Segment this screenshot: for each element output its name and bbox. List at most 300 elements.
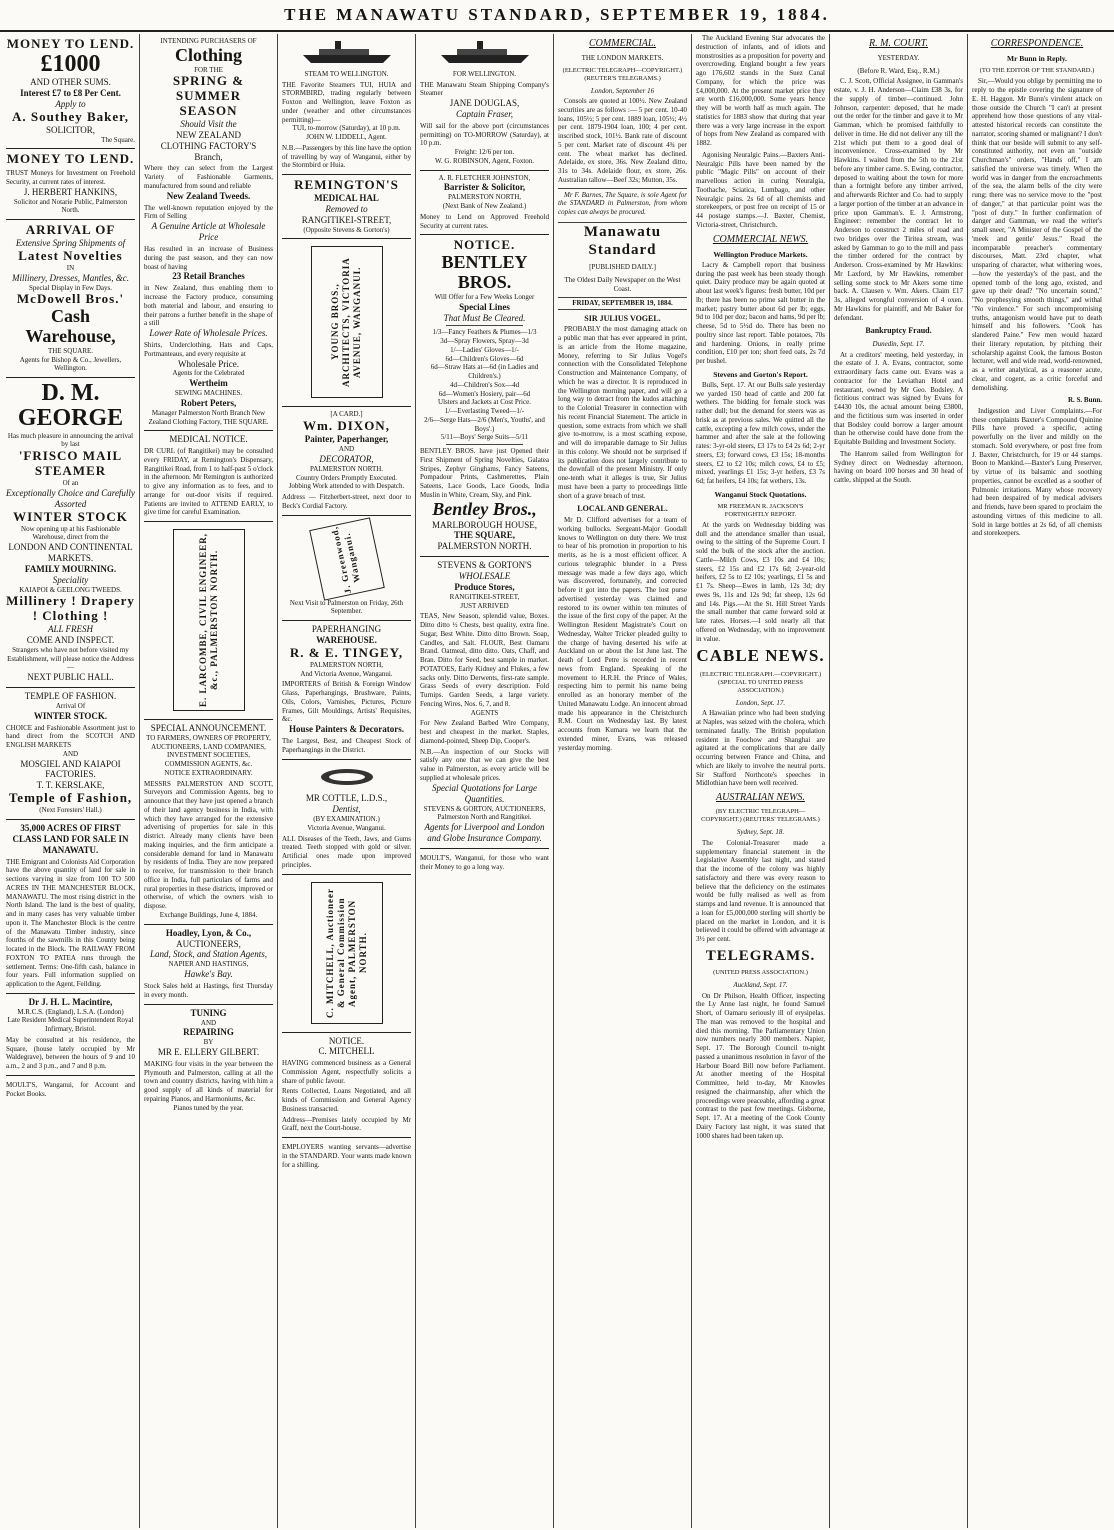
letter-address: (TO THE EDITOR OF THE STANDARD.) xyxy=(979,67,1095,75)
ad-body: DR CURL (of Rangitikei) may be consulted every FRIDAY, at Remington's Dispensary, Rangitikei Road, from 1 to half-past 5 o'clock in the afternoon. Mr Remington is authorized to give any information as to fees, and to arrange for out-door visits if required. Patients are invited to ATTEND EARLY, to give time for careful Examination. xyxy=(144,447,273,517)
telegram-note: (UNITED PRESS ASSOCIATION.) xyxy=(713,969,808,977)
ad-heading: SPECIAL ANNOUNCEMENT. xyxy=(150,723,267,734)
ad-signature: Bentley Bros., xyxy=(432,498,537,519)
steamship-icon xyxy=(299,39,395,65)
ad-line: Millinery, Dresses, Mantles, &c. xyxy=(12,272,129,283)
ad-subline: AND OTHER SUMS. xyxy=(30,77,111,88)
ad-line: TO FARMERS, OWNERS OF PROPERTY, AUCTIONEERS, LAND COMPANIES, INVESTMENT SOCIETIES, COMMISSION AGENTS, &c. xyxy=(146,733,271,769)
ad-line: FOR THE xyxy=(194,65,223,74)
ad-medical-notice xyxy=(144,431,273,522)
ad-mitchell-notice xyxy=(282,1033,411,1139)
ad-line: THE SQUARE, xyxy=(453,530,515,541)
ad-advertiser-role: SOLICITOR, xyxy=(45,124,96,135)
ad-line: AND xyxy=(338,445,355,454)
story-body: Bulls, Sept. 17. At our Bulls sale yesterday we yarded 150 head of cattle and 200 fat wethers. The bidding for female stock was rather dull; but the demand for steers was as brisk as at previous sales. We quitted all the cattle, excepting a few milch cows, under the hammer and after the sale at the following rates: 3-yr-old steers, £3 17s to £4 2s 6d; 2-yr steers, £3; forward cows, £3 15s; 18-months steers, £2 to £2 10s; milch cows, £4 to £5; mixed, yearlings £1 15s; 3-yr heifers, £3 7s 6d; fat heifers, £4 10s; fat wethers, 13s. xyxy=(696,380,825,486)
ad-line: Strangers who have not before visited my Establishment, will please notice the Address— xyxy=(7,645,134,672)
ad-bentley-bros xyxy=(420,235,549,557)
ad-line: IN xyxy=(66,263,75,272)
ad-line: M.R.C.S. (England), L.S.A. (London) xyxy=(17,1007,124,1016)
ad-line: MOSGIEL AND KAIAPOI FACTORIES. xyxy=(20,758,121,780)
price-item: 2/6—Serge Hats—2/6 (Men's, Youths', and Boys'.) xyxy=(424,415,545,433)
ad-line: Lower Rate of Wholesale Prices. xyxy=(149,328,268,339)
ad-line: Millinery ! Drapery ! Clothing ! xyxy=(6,593,135,624)
ad-body: Where they can select from the Largest Variety of Fashionable Garments, manufactured from sound and reliable xyxy=(144,164,273,190)
ad-body: MESSRS PALMERSTON AND SCOTT, Surveyors and Commission Agents, beg to announce that they have just opened a branch of their land agency business in India, with which they have arranged for the extensive advertising of properties for sale in this district. Already many clients have been making inquiries, and the firm anticipate a considerable demand for land in Manawatu by residents of India. They are now prepared to receive, for transmission to their branch office in India, full particulars of farms and rural properties in these districts, improved or otherwise, of which the owners wish to dispose. xyxy=(144,779,273,911)
ad-body: ALL Diseases of the Teeth, Jaws, and Gums treated. Teeth stopped with gold or silver. Artificial ones made upon improved principles. xyxy=(282,834,411,869)
ad-line: CLOTHING FACTORY'S xyxy=(160,140,257,151)
price-item: 6d—Straw Hats at—6d (in Ladies and Children's.) xyxy=(430,363,539,381)
ad-body: in New Zealand, thus enabling them to increase the Factory produce, consuming both material and labour, and ensuring to their patrons a further benefit in the shape of a still xyxy=(144,284,273,328)
ad-piano-tuning xyxy=(144,1005,273,1117)
ad-line: Now opening up at his Fashionable Warehouse, direct from the xyxy=(21,524,120,542)
ad-body: TEAS, New Season, splendid value, Boxes. Ditto ditto ½ Chests, best quality, extra fine. Sugar, Best White. Ditto ditto Brown. Soap, Candles, and Salt. FLOUR, Best Oamaru Brand. Oatmeal, ditto ditto. Oats, Chaff, and Bran. Ditto for Seed, best sample in market. POTATOES, Early Kidney and Flukes, a few sacks only. Ditto Derwents, first-rate sample. Grass Seeds of every description. Fold Turnips. Garden Seeds, a large variety. Fencing Wires, Nos. 6, 7, and 8. xyxy=(420,612,549,708)
ad-line: WAREHOUSE. xyxy=(316,634,377,645)
ad-nz-clothing-factory xyxy=(144,34,273,431)
ad-advertiser-name: Hoadley, Lyon, & Co., xyxy=(165,927,252,938)
ad-line: Special Quotations for Large Quantities. xyxy=(432,782,537,804)
ad-line: TUI, to-morrow (Saturday), at 10 p.m. xyxy=(292,124,401,133)
ad-for-wellington xyxy=(420,34,549,171)
ad-line: PALMERSTON NORTH, xyxy=(309,660,384,669)
column-8 xyxy=(968,34,1106,1528)
ad-heading: STEAM TO WELLINGTON. xyxy=(304,69,389,78)
story-julius-vogel xyxy=(558,325,687,500)
ad-line: Ulsters and Jackets at Cost Price. xyxy=(438,398,531,407)
ad-body: THE Favorite Steamers TUI, HUIA and STORMBIRD, trading regularly between Foxton and Wellington, leave Foxton as under (weather and other circumstances permitting)— xyxy=(282,80,411,124)
section-subheading: Mr Bunn in Reply. xyxy=(1007,54,1067,64)
ad-line: Hawke's Bay. xyxy=(184,969,233,980)
column-2 xyxy=(140,34,278,1528)
stamp-card xyxy=(309,517,385,600)
section-heading: LOCAL AND GENERAL. xyxy=(577,504,668,514)
ad-line: SPRING & SUMMER xyxy=(172,73,245,104)
story-advert-notes xyxy=(972,407,1102,538)
section-heading: CORRESPONDENCE. xyxy=(990,38,1084,49)
ad-remingtons xyxy=(282,175,411,239)
ad-line: WINTER STOCK. xyxy=(33,710,108,721)
rotated-card xyxy=(173,529,245,711)
ad-line: JOHN W. LIDDELL, Agent. xyxy=(306,133,387,142)
ad-advertiser-name: STEVENS & GORTON'S xyxy=(437,560,532,571)
ad-body: MOULT'S, Wanganui, for those who want their Money to go a long way. xyxy=(420,853,549,871)
ad-line: Cash Warehouse, xyxy=(25,306,116,347)
ad-moults xyxy=(6,1076,135,1103)
story-body: The Colonial-Treasurer made a supplementary financial statement in the Legislative Assembly last night, and stated that the income of the colony was highly satisfactory and there was every reason to believe that the deficiency on the estimates would be fully realised as well as from stamps and land revenue. It is announced that a loan for £5,000,000 sterling will shortly be placed on the market in London, and it is believed it could be offered with advantage at 3½ per cent. xyxy=(696,838,825,944)
ad-steam-to-wellington xyxy=(282,34,411,175)
story-body: Consols are quoted at 100½. New Zealand securities are as follows :— 5 per cent. 10-40 loans, 105½; 5 per cent. 1889 loan, 105½; 4½ per cent. 1879-1904 loan, 100; 4 per cent. inscribed stock, 101½. Bank rate of discount 5 per cent. Market rate of discount 4¾ per cent. The wheat market has declined. Adelaide, ex store, 36s. New Zealand ditto, 31s to 34s. Adelaide flour, ex store, 26s. Australian tallow—Beef 32s; Mutton, 35s. xyxy=(558,97,687,184)
ad-line: SEASON xyxy=(179,103,238,119)
rotated-card xyxy=(311,882,383,1024)
ad-heading: MONEY TO LEND. xyxy=(6,36,135,51)
section-subheading: Wellington Produce Markets. xyxy=(713,249,808,259)
ad-body: Shirts, Underclothing, Hats and Caps, Portmanteaus, and every requisite at xyxy=(144,341,273,358)
ad-line: Captain Fraser, xyxy=(455,108,513,119)
ad-advertiser-name: Wm. DIXON, xyxy=(303,418,390,434)
ad-advertiser-name: Robert Peters, xyxy=(180,397,237,408)
ad-fletcher-johnston xyxy=(420,171,549,236)
ad-mcdowell-bros xyxy=(6,220,135,378)
ad-mitchell-card xyxy=(282,875,411,1033)
ad-line: DECORATOR, xyxy=(319,453,374,464)
ad-body: Rents Collected, Loans Negotiated, and all kinds of Commission and General Agency Business transacted. xyxy=(282,1087,411,1113)
section-subheading: Stevens and Gorton's Report. xyxy=(713,369,808,379)
ad-line: That Must Be Cleared. xyxy=(443,312,526,323)
ad-line: W. G. ROBINSON, Agent, Foxton. xyxy=(434,156,535,165)
story-body: Mr F. Barnes, The Square, is sole Agent for the STANDARD in Palmerston, from whom copies can always be procured. xyxy=(558,190,687,217)
story-produce-markets xyxy=(696,261,825,366)
ad-line: Special Lines xyxy=(459,301,510,312)
ad-line: RANGITIKEI-STREET, xyxy=(301,214,392,225)
masthead-title: THE MANAWATU STANDARD, SEPTEMBER 19, 1884. xyxy=(284,5,830,24)
price-item: 4d—Children's Sox—4d xyxy=(449,380,520,389)
court-judge: (Before R. Ward, Esq., R.M.) xyxy=(857,66,940,75)
ad-line: MEDICAL HAL xyxy=(314,192,379,203)
section-heading: AUSTRALIAN NEWS. xyxy=(716,792,805,804)
ad-line: INTENDING PURCHASERS OF xyxy=(160,37,257,45)
ad-line: Painter, Paperhanger, xyxy=(304,434,389,445)
story-telegrams xyxy=(696,992,825,1141)
card-text: J. Greenwood, Wanganui. xyxy=(328,525,362,595)
ad-line: Latest Novelties xyxy=(18,247,123,263)
dateline: Sydney, Sept. 18. xyxy=(736,828,785,837)
price-item: 5/11—Boys' Serge Suits—5/11 xyxy=(440,433,529,442)
ad-line: NEW ZEALAND xyxy=(175,130,242,141)
ad-line: KAIAPOI & GEELONG TWEEDS. xyxy=(19,585,122,594)
ad-line: Branch, xyxy=(194,151,223,162)
ad-body: EMPLOYERS wanting servants—advertise in the STANDARD. Your wants made known for a shilling. xyxy=(282,1143,411,1169)
ad-dm-george xyxy=(6,378,135,688)
ad-body: THE Emigrant and Colonists Aid Corporation have the above quantity of land for sale in sections varying in size from 100 TO 500 ACRES IN THE MANCHESTER BLOCK, MANAWATU. The most rising district in the North Island. The land is the best of quality, and in many cases has very valuable timber upon it. The Manchester Block is the centre of the Manawatu Timber industry, since fourths of the sawmills in this County being located in the Block. The RAILWAY FROM FOXTON TO PATEA runs through the settlement. Terms: One-fifth cash, balance in four years. Full information supplied on application to the Agent, Feilding. xyxy=(6,857,135,989)
ad-line: Dentist, xyxy=(332,804,361,815)
ad-line: (BY EXAMINATION.) xyxy=(313,815,380,824)
ad-money-to-lend-baker xyxy=(6,34,135,149)
ad-line: Jobbing Work attended to with Despatch. xyxy=(288,482,405,491)
ad-advertiser-name: BENTLEY BROS. xyxy=(441,252,528,292)
ad-line: COME AND INSPECT. xyxy=(26,635,115,646)
ad-mr-cottle xyxy=(282,760,411,875)
story-body: Mr D. Clifford advertises for a team of working bullocks. Sergeant-Major Goodall knows to Wellington on duty there. We trust to hear of his promotion in proportion to his merits, as he is a most efficient officer. A curious telegraphic blunder in a Press message was made a few days ago, which was discovered, fortunately, and corrected before it got into the papers. The lost purse advertised yesterday was claimed and restored to its owner within ten minutes of the issue of the first copy of the paper. At the Wellington Resident Magistrate's Court on Wednesday, Walter Tricker pleaded guilty to the charge of having deserted his wife at Auckland on or about the 1st June last. The death of Lord Petre is recorded in recent news from England. Speaking of the movement to H.R.H. the Prince of Wales, respecting him to permit his name being enrolled as an honorary member of the United Manawatu Lodge. An innocent abroad made his appearance in the Christchurch R.M. Court on Wednesday last. By latest accounts from Kumara we learn that the extended miner, Evans, was released yesterday morning. xyxy=(558,516,687,752)
ad-line: AND xyxy=(62,749,79,758)
ad-line: Exceptionally Choice and Carefully Assorted xyxy=(6,487,135,509)
ad-line: And Victoria Avenue, Wanganui. xyxy=(300,669,393,678)
ad-body: Stock Sales held at Hastings, first Thursday in every month. xyxy=(144,982,273,999)
story-body: Indigestion and Liver Complaints.—For these complaints Baxter's Compound Quinine Pills have proved a specific, acting powerfully on the liver and mildly on the stomach. Sold everywhere, or post free from J. Baxter, Christchurch, for 19 or 44 stamps. Boon to Mankind.—Baxter's Lung Preserver, by virtue of its balsamic and soothing properties, cannot be excelled as a soother of Pulmonic irritations. Many whose recovery had been despaired of by medical advisers and friends, have been spared to proclaim the astounding virtues of this medicine to all. Sold in large bottles at 2s 6d, of all chemists and storekeepers. xyxy=(972,406,1102,538)
column-3 xyxy=(278,34,416,1528)
ad-advertiser-name: MR E. ELLERY GILBERT. xyxy=(157,1047,260,1058)
ad-address: The Square. xyxy=(101,135,135,144)
ad-body: Money to Lend on Approved Freehold Security at current rates. xyxy=(420,212,549,230)
ad-body: For New Zealand Barbed Wire Company, best and cheapest in the market. Staples, diamond-pointed, Sheep Dip, Cooper's. xyxy=(420,719,549,745)
ad-heading: FOR WELLINGTON. xyxy=(452,69,517,78)
section-subheading: Wanganui Stock Quotations. xyxy=(714,489,807,499)
story-body: PROBABLY the most damaging attack on a public man that has ever appeared in print, is an article from the Home magazine, Money, referring to Sir Julius Vogel's connection with the Consolidated Telephone Construction and Maintenance Company, of which he was a director. It is reproduced in the Wellington morning paper, and will go a long way to detract from the kudos attaching to the Colonial Treasurer in connection with his recent Financial Statement. The article in question, some extracts from which we shall give to-morrow, is a most scathing expose, and will do irreparable damage to Sir Julius in this colony. We should not be surprised if its publication does not largely contribute to the downfall of the present Ministry. If only one-tenth what it alleges is true, Sir Julius must have been a party to proceedings little short of a grave breach of trust. xyxy=(558,325,687,500)
ad-stevens-gorton xyxy=(420,557,549,849)
ad-line: 23 Retail Branches xyxy=(172,271,245,282)
ad-advertiser-name: A. Southey Baker, xyxy=(12,108,129,124)
story-correspondence xyxy=(972,77,1102,392)
ad-body: HAVING commenced business as a General Commission Agent, respectfully solicits a share of public favour. xyxy=(282,1059,411,1085)
ad-line: MARLBOROUGH HOUSE, xyxy=(431,519,537,530)
column-1 xyxy=(2,34,140,1528)
story-body: At a creditors' meeting, held yesterday, in the estate of J. A. Evans, contractor, some extraordinary facts came out. Evans was a contractor for the Leviathan Hotel and restaurant, owned by Mr Geo. Bodsley. A fictitious contract was signed by Evans for £4430 10s, the actual amount being £3800, and the fictitious sum was inserted in order that Bodsley could borrow a larger amount than he otherwise could have done from the Equitable Building and Investment Society. xyxy=(834,350,963,447)
ad-line: WHOLESALE xyxy=(458,570,511,581)
ad-line: Manager Palmerston North Branch New Zealand Clothing Factory, THE SQUARE. xyxy=(148,408,269,426)
ad-heading: NOTICE. xyxy=(453,237,516,253)
ad-line: Victoria Avenue, Wanganui. xyxy=(307,823,386,832)
story-body: Agonising Neuralgic Pains.—Baxters Anti-Neuralgic Pills have been named by the public "Magic Pills" on account of their marvellous action in curing Neuralgia, Toothache, Sciatica, Lumbago, and other Neuralgic pains. 2s 6d of all chemists and storekeepers, or post free on receipt of 15 or 44 postage stamps.—J. Baxter, Chemist, Victoria-street, Christchurch. xyxy=(696,150,825,229)
story-rm-court xyxy=(834,77,963,322)
ad-body: Has resulted in an increase of Business during the past season, and they can now boast of having xyxy=(144,245,273,271)
ad-line: 'FRISCO MAIL STEAMER xyxy=(18,448,123,478)
story-body: Lacry & Campbell report that business during the past week has been steady though quiet. Dairy produce may be again quoted at about last week's figures: fresh butter, 10d per lb; there has been no prime salt butter in the market; pastry butter about 6d per lb; eggs, 9d to 10d per doz; bacon and hams, 9d per lb; cheese, 5d to 5½d do. There has been no poultry since last report. Table potatoes, 70s and hardening. Onions, in really prime condition, £10 per ton; short feed oats, 2s 7d per bushel. xyxy=(696,260,825,366)
ad-body: Will sail for the above port (circumstances permitting) on TO-MORROW (Saturday), at 10 p.m. xyxy=(420,121,549,148)
card-text: E. LARCOMBE, CIVIL ENGINEER, &c., PALMERSTON NORTH. xyxy=(197,533,219,708)
ad-line: Wholesale Price. xyxy=(178,358,239,369)
ad-apply: Apply to xyxy=(55,98,86,109)
ad-hoadley-lyon xyxy=(144,925,273,1005)
rule xyxy=(446,444,523,445)
ad-heading: MEDICAL NOTICE. xyxy=(169,434,248,445)
story-body: A Hawaiian prince who had been studying at Naples, was seized with the cholera, which terminated fatally. The British population resident in Foochow and Shanghai are agitated at the complications that are daily occurring between France and China, and which are likely to involve the neutral ports. Sir Stafford Northcote's speeches in Midlothian have been well received. xyxy=(696,709,825,788)
ad-heading: Clothing xyxy=(174,44,243,65)
ad-line: Exchange Buildings, June 4, 1884. xyxy=(159,910,258,919)
newspaper-masthead xyxy=(0,0,1114,32)
ad-tingey xyxy=(282,621,411,759)
ad-line: (Next Foresters' Hall.) xyxy=(39,805,102,814)
ad-line: ALL FRESH xyxy=(47,624,94,635)
ad-line: BY xyxy=(203,1038,214,1047)
price-item: 6d—Women's Hosiery, pair—6d xyxy=(438,389,531,398)
ad-line: A Genuine Article at Wholesale Price xyxy=(151,221,266,243)
ad-line: Arrival Of xyxy=(55,701,86,710)
rotated-card xyxy=(311,246,383,398)
ad-line: House Painters & Decorators. xyxy=(289,724,404,735)
ad-line: FAMILY MOURNING. xyxy=(24,563,117,574)
story-australian-news xyxy=(696,839,825,944)
ad-interest: Interest £7 to £8 Per Cent. xyxy=(20,87,121,98)
story-body: On Dr Philson, Health Officer, inspecting the Ly Anne last night, he found Samuel Short, of Oamaru seriously ill of erysipelas. The man was removed to the hospital and died this morning. The Parliamentary Union now numbers nearly 300 members. Napier, Sept. 17. The Borough Council to-night passed a unanimous resolution in favor of the Harbour Board Bill now before Parliament. At another meeting of the Hospital Committee, held to-day, Mr Knowles resigned the chairmanship, after which the proceedings were peaceable, affording a great contrast to the past few meetings. Gisborne, Sept. 17. At a meeting of the Cook County Dairy Factory last night, it was stated that 1000 shares had been taken up. xyxy=(696,991,825,1140)
column-6 xyxy=(692,34,830,1528)
section-subheading: YESTERDAY. xyxy=(877,54,920,63)
ad-line: TUNING xyxy=(190,1007,227,1018)
ad-line: Of an xyxy=(62,478,79,487)
newspaper-title: Manawatu Standard xyxy=(583,223,662,259)
story-body: The Hanrom sailed from Wellington for Sydney direct on Wednesday afternoon, having on board 100 horses and 30 head of cattle, shipped at the South. xyxy=(834,449,963,485)
dateline: Dunedin, Sept. 17. xyxy=(872,340,925,348)
story-stevens-gorton-report xyxy=(696,381,825,486)
story-bankruptcy-fraud xyxy=(834,351,963,485)
ad-line: NEXT PUBLIC HALL. xyxy=(27,672,114,683)
section-heading: COMMERCIAL. xyxy=(589,38,656,49)
ad-amount: £1000 xyxy=(40,50,101,77)
ad-line: WINTER STOCK xyxy=(13,508,128,524)
ad-advertiser-name: Dr J. H. L. Macintire, xyxy=(28,996,113,1007)
ad-larcombe-card xyxy=(144,522,273,720)
story-body: The Auckland Evening Star advocates the destruction of infants, and of idiots and monstrosities as a proposition for poverty and overcrowding. England bought a few years ago 176,602 stands in the Suez Canal Company, for which the price was £4,000,000. At the present market price they are worth £16,000,000. Some years hence they will be worth half as much again. The statistics for 1883 show that during that year there was a very large increase in the export of hops from New Zealand as compared with 1882. xyxy=(696,34,825,147)
story-local-general xyxy=(558,516,687,752)
ad-line: NAPIER AND HASTINGS, xyxy=(168,960,249,969)
ad-line: Will Offer for a Few Weeks Longer xyxy=(434,292,535,301)
ad-line: Palmerston North and Rangitikei. xyxy=(437,813,532,822)
ad-line: Late Resident Medical Superintendent Royal Infirmary, Bristol. xyxy=(7,1016,134,1034)
ad-temple-of-fashion xyxy=(6,688,135,820)
ad-line: PALMERSTON NORTH, xyxy=(447,193,522,202)
ad-line: STEVENS & GORTON, AUCTIONEERS, xyxy=(423,804,546,813)
ad-dr-macintire xyxy=(6,994,135,1076)
telegram-note: (ELECTRIC TELEGRAPH.—COPYRIGHT.) (SPECIAL TO UNITED PRESS ASSOCIATION.) xyxy=(699,671,822,695)
newspaper-columns xyxy=(0,32,1114,1528)
ad-line: Agents for Liverpool and London and Globe Insurance Company. xyxy=(424,822,545,843)
ad-line: Produce Stores, xyxy=(454,581,515,592)
ad-body: IMPORTERS of British & Foreign Window Glass, Paperhangings, Brushware, Paints, Oils, Colors, Varnishes, Pictures, Picture Frames, Gilt Mouldings, Artists' Requisites, &c. xyxy=(282,680,411,724)
price-item: 3d—Spray Flowers, Spray—3d xyxy=(440,337,529,346)
ad-advertiser-name: MR COTTLE, L.D.S., xyxy=(305,793,388,804)
telegram-note: (ELECTRIC TELEGRAPH—COPYRIGHT.) (REUTER'S TELEGRAMS.) xyxy=(562,66,683,82)
ad-line: Pianos tuned by the year. xyxy=(173,1103,244,1112)
ad-body: Address — Fitzherbert-street, next door to Beck's Cordial Factory. xyxy=(282,493,411,510)
ad-line: Agents for the Celebrated xyxy=(172,369,245,378)
dateline: London, September 16 xyxy=(590,86,655,95)
ad-advertiser-role: Solicitor and Notarie Public, Palmerston North. xyxy=(13,197,128,215)
ad-line: Country Orders Promptly Executed. xyxy=(295,473,398,482)
ad-line: AUCTIONEERS, xyxy=(176,938,241,949)
ad-line: New Zealand Tweeds. xyxy=(166,190,251,201)
ad-body: MAKING four visits in the year between the Plymouth and Palmerston, calling at all the town and country districts, having with him a good supply of all kinds of material for repairing Pianos, and Harmoniums, &c. xyxy=(144,1059,273,1103)
dateline: London, Sept. 17. xyxy=(735,698,786,707)
column-5 xyxy=(554,34,692,1528)
ad-line: Wertheim xyxy=(189,378,228,389)
ad-line: Has much pleasure in announcing the arrival by last xyxy=(7,431,134,449)
story-cable-news xyxy=(696,709,825,788)
ad-heading: MONEY TO LEND. xyxy=(6,151,135,167)
ad-line: RANGITIKEI-STREET, xyxy=(449,592,520,601)
story-body: At the yards on Wednesday bidding was dull and the attendance smaller than usual, owing to the sitting of the Supreme Court. I sold the bulk of the stock after the auction. Cattle—Milch Cows, £3 10s and £4 10s; steers, £2 15s and £2 17s 6d; 2-year-old heifers, £2 5s to £2 10s; yearlings, £1 5s and £1 7s. Sheep—Ewes in lamb, 12s 3d; dry ewes 9s, 11s and 12s 9d; fat sheep, 12s 6d and 14s. Pigs.—At the St. Hill Street Yards the small number that came forward sold at late rates. Horses.—I sold nearly all that offered on Wednesday, with no improvement in value. xyxy=(696,520,825,643)
ad-line: Should Visit the xyxy=(180,119,237,130)
ad-line: LONDON AND CONTINENTAL MARKETS. xyxy=(8,542,133,563)
section-heading: CABLE NEWS. xyxy=(696,646,825,666)
column-4 xyxy=(416,34,554,1528)
ad-body: May be consulted at his residence, the Square, (house lately occupied by Mr Waldegrave), between the hours of 9 and 10 a.m., 2 and 3 p.m., and 7 and 8 p.m. xyxy=(6,1035,135,1071)
ad-young-bros-card xyxy=(282,239,411,407)
ad-line: PALMERSTON NORTH. xyxy=(437,541,532,552)
column-7 xyxy=(830,34,968,1528)
agent-note xyxy=(558,188,687,223)
ad-body: TRUST Moneys for Investment on Freehold Security, at current rates of interest. xyxy=(6,169,135,187)
section-heading: SIR JULIUS VOGEL. xyxy=(584,313,661,323)
ad-line: Temple of Fashion, xyxy=(8,789,133,805)
ad-line: Freight: 12/6 per ton. xyxy=(454,148,515,157)
ad-line: (Next Bank of New Zealand.) xyxy=(442,202,527,211)
ad-line: THE SQUARE. xyxy=(47,346,94,355)
ad-line: [A CARD.] xyxy=(330,410,363,419)
ad-line: Removed to xyxy=(325,203,368,214)
ad-line: Land, Stock, and Station Agents, xyxy=(149,949,268,960)
ad-line: (Opposite Stevens & Gorton's) xyxy=(303,225,390,234)
ad-line: PALMERSTON NORTH. xyxy=(309,464,384,473)
section-heading: TELEGRAMS. xyxy=(705,947,816,964)
ad-wm-dixon xyxy=(282,407,411,515)
price-item: 6d—Children's Gloves—6d xyxy=(445,354,524,363)
ad-body: The Largest, Best, and Cheapest Stock of Paperhangings in the District. xyxy=(282,737,411,754)
ad-line: Extensive Spring Shipments of xyxy=(15,238,126,249)
ad-advertiser-name: C. MITCHELL xyxy=(318,1046,375,1057)
report-title: MR FREEMAN R. JACKSON'S FORTNIGHTLY REPORT. xyxy=(717,503,804,519)
price-item: 1/—Everlasting Tweed—1/- xyxy=(444,407,525,416)
published-daily: [PUBLISHED DAILY.] xyxy=(589,263,656,272)
ad-line: AND xyxy=(200,1018,217,1027)
ad-advertiser-name: D. M. GEORGE xyxy=(17,380,124,432)
ad-body: N.B.—Passengers by this line have the option of travelling by way of Wanganui, either by the Stormbird or Huia. xyxy=(282,143,411,170)
ad-advertiser-name: T. T. KERSLAKE, xyxy=(36,780,105,791)
dateline: Auckland, Sept. 17. xyxy=(733,981,788,990)
ad-money-to-lend-hankins xyxy=(6,149,135,220)
rule xyxy=(446,325,523,326)
ad-special-announcement xyxy=(144,720,273,925)
story-body: C. J. Scott, Official Assignee, in Gamman's estate, v. J. H. Anderson—Claim £38 3s, for the supply of timber—continued. John Johnson, carpenter: deposed, that he made out the order for the timber and gave it to Mr Gamman, which he promised faithfully to deliver in time. He did not deliver any till the 21st which put them to a good deal of inconvenience. Cross-examined by Mr Hawkins. I waited from the 5th to the 21st before any timber came. S. Ewing, contractor, deposed to waiting about the town for more than a fortnight before any timber arrived, and afterwards Richter and Co. had to supply a larger portion of the timber at an advance in price upon Gamman's. E. J. Armstrong, Engineer: remember the contract let to Anderson to construct 2 miles of road and two bridges over the Tiritea stream, was asked by Gamman to go to the mill and pass the timber ordered for the contract by Anderson. Cross-examined by Mr Hawkins: Mr Laxford, by Mr Hawkins, remember selling some stock to Mr Akers some time back. A. Clausen v. Wm. Akers. Claim £17 3s, alleged wrongful conversion of 4 oxen. Mr Hawkins for plaintiff, and Mr Baker for defendant. xyxy=(834,77,963,322)
ad-line: REPAIRING xyxy=(183,1027,234,1038)
ad-advertiser-name: R. & E. TINGEY, xyxy=(289,644,404,660)
ad-line: Special Display in Few Days. xyxy=(28,283,112,292)
ad-moults-2 xyxy=(420,849,549,876)
ad-body: THE Manawatu Steam Shipping Company's Steamer xyxy=(420,80,549,98)
ad-advertiser-name: McDowell Bros.' xyxy=(16,291,125,307)
ad-heading: TEMPLE OF FASHION. xyxy=(24,691,117,702)
story-london-markets xyxy=(558,97,687,185)
section-heading: COMMERCIAL NEWS. xyxy=(712,233,809,245)
ad-employers xyxy=(282,1138,411,1173)
issue-date: FRIDAY, SEPTEMBER 19, 1884. xyxy=(558,297,687,310)
ad-line: PAPERHANGING xyxy=(311,624,382,635)
letter-signature: R. S. Bunn. xyxy=(1067,396,1102,405)
section-subheading: THE LONDON MARKETS. xyxy=(581,54,664,63)
ad-body: N.B.—An inspection of our Stocks will satisfy any one that we can give the best value in Palmerston, as every article will be supplied at wholesale prices. xyxy=(420,747,549,782)
ad-advertiser-name: J. HERBERT HANKINS, xyxy=(23,186,118,197)
oldest-daily: The Oldest Daily Newspaper on the West Coast. xyxy=(564,275,681,293)
story-wanganui-stock xyxy=(696,521,825,644)
price-item: 1/—Ladies' Gloves—1/- xyxy=(450,345,519,354)
ad-body: BENTLEY BROS. have just Opened their First Shipment of Spring Novelties, Galatea Stripes, Zephyr Ginghams, Fancy Sateens, Pompadour Prints, Cashmerettes, Plain Sateens, Lace Goods, Lace Goods, India Muslin in White, Cream, Sky, and Pink. xyxy=(420,447,549,499)
ad-line: JANE DOUGLAS, xyxy=(449,98,520,109)
ad-body: Address—Premises lately occupied by Mr Graff, next the Court-house. xyxy=(282,1115,411,1133)
denture-icon xyxy=(317,767,377,787)
ad-greenwood xyxy=(282,516,411,622)
ad-body: CHOICE and Fashionable Assortment just to hand direct from the SCOTCH AND ENGLISH MARKETS xyxy=(6,723,135,750)
ad-line: SEWING MACHINES. xyxy=(174,389,243,398)
ad-line: Speciality xyxy=(52,574,89,585)
story-misc xyxy=(696,34,825,230)
steamship-icon xyxy=(437,39,533,65)
ad-heading: 35,000 ACRES OF FIRST CLASS LAND FOR SALE IN MANAWATU. xyxy=(12,822,129,855)
price-item: 1/3—Fancy Feathers & Plumes—1/3 xyxy=(432,328,537,337)
ad-line: Next Visit to Palmerston on Friday, 26th September. xyxy=(289,598,404,616)
card-text: YOUNG BROS., ARCHITECTS, VICTORIA AVENUE, WANGANUI. xyxy=(330,257,362,388)
section-heading: Bankruptcy Fraud. xyxy=(865,326,932,336)
ad-line: Barrister & Solicitor, xyxy=(443,182,526,193)
ad-line: Agents for Bishop & Co., Jewellers, Wellington. xyxy=(19,355,122,373)
story-body: Sir,—Would you oblige by permitting me to reply to the epistle covering the signature of E. H. Haggon. Mr Bunn's virulent attack on those outside the Church "I can't at present apprehend how those questions of any vital-attested historical records can constitute the narrator, scoring shamed or malignant? I don't think that our beside will submit to any self-constituted authority, not even an "outside Churchman's" orders, "Hands off," I am satisfied the universe was timely. When the world was in danger from the encroachments of the sea, the alarm bells of the city were rung; there was no service move to the "post of danger," at that particular point was the "post of duty." In further confirmation of danger and Gamman, we read the writer's small sneer, "A Minister of the Gospel of the 'meek and gentle' Jesus." Read the incomparable preacher's commentary discourses, Matt. 23rd chapter, what unsparing of character, what withering woes,—how the yesterday's of the past, and the opened tomb of the long ago, existed, and gave up their dead? "No uncertain sound," "No prophesying smooth things," and withal "No virulence." For such uncompromising truths, antagonism would have put to death himself and his followers. "Cook has slandered Paine." Few men would hazard their literary reputation, by pitching their scholarship against Cook, the famous Boston lecturer, well and wide read, world-renowned, as a writer analytical, as a reasoner acute, clear, and cogent, as a critic forceful and demolishing. xyxy=(972,77,1102,392)
section-heading: R. M. COURT. xyxy=(869,38,928,49)
ad-line: AGENTS xyxy=(470,708,499,717)
telegram-note: (BY ELECTRIC TELEGRAPH—COPYRIGHT.) (REUTERS' TELEGRAMS.) xyxy=(701,808,820,824)
ad-body: MOULT'S, Wanganui, for Account and Pocket Books. xyxy=(6,1080,135,1098)
ad-land-for-sale xyxy=(6,820,135,994)
ad-body: The well-known reputation enjoyed by the Firm of Selling xyxy=(144,203,273,221)
ad-heading: NOTICE. xyxy=(328,1035,365,1046)
ad-line: NOTICE EXTRAORDINARY. xyxy=(164,768,253,777)
ad-line: JUST ARRIVED xyxy=(460,601,509,610)
ad-advertiser-name: A. R. FLETCHER JOHNSTON, xyxy=(438,173,531,182)
ad-advertiser-name: REMINGTON'S xyxy=(294,177,399,193)
